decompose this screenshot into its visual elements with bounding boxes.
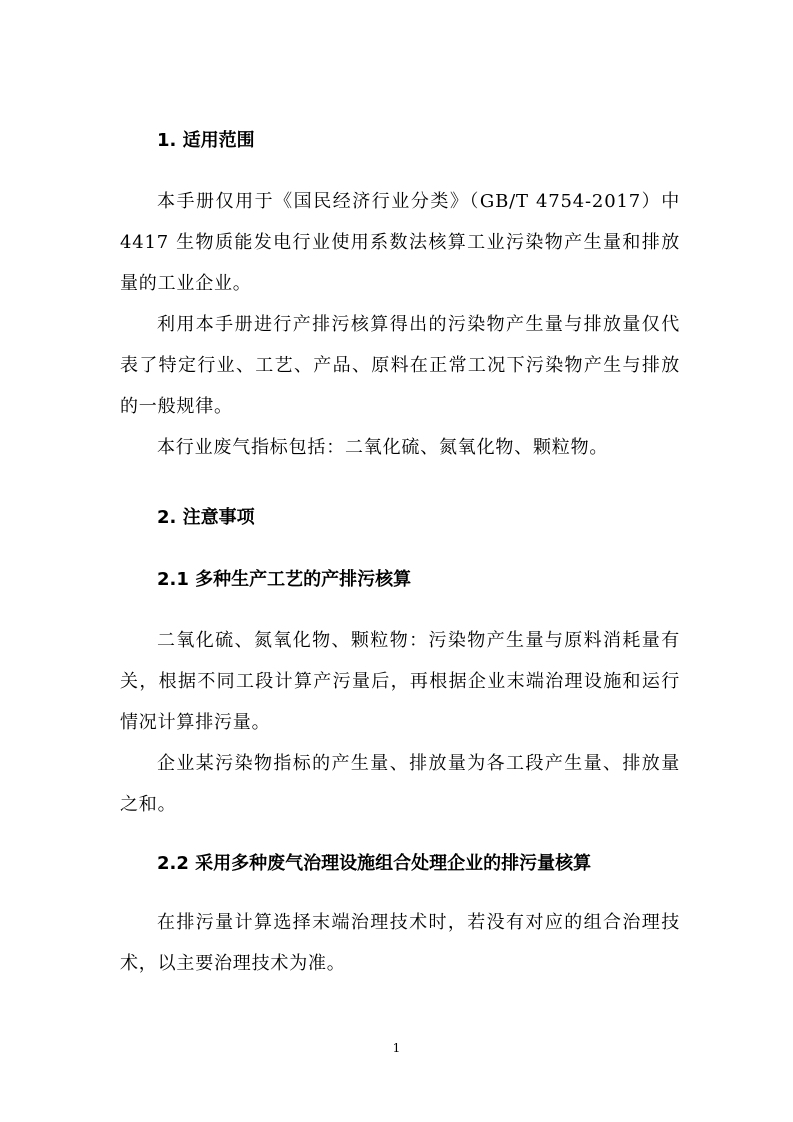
section-heading-scope: 1. 适用范围 (157, 130, 255, 151)
paragraph-scope-2: 利用本手册进行产排污核算得出的污染物产生量与排放量仅代表了特定行业、工艺、产品、原料在正常工况下污染物产生与排放的一般规律。 (120, 314, 680, 417)
section-2-1-body (120, 620, 680, 825)
section-heading-notes: 2. 注意事项 (157, 507, 255, 528)
section-1-body (120, 181, 680, 468)
paragraph-2-1-1: 二氧化硫、氮氧化物、颗粒物：污染物产生量与原料消耗量有关，根据不同工段计算产污量后，再根据企业末端治理设施和运行情况计算排污量。 (120, 630, 680, 733)
section-heading-2-1: 2.1 多种生产工艺的产排污核算 (157, 569, 412, 590)
paragraph-scope-3: 本行业废气指标包括：二氧化硫、氮氧化物、颗粒物。 (157, 437, 609, 458)
section-1 (120, 129, 680, 153)
section-heading-2-2: 2.2 采用多种废气治理设施组合处理企业的排污量核算 (157, 853, 592, 874)
section-2 (120, 506, 680, 530)
section-2-2-body (120, 902, 680, 984)
page-number: 1 (392, 1041, 401, 1055)
paragraph-scope-1: 本手册仅用于《国民经济行业分类》（GB/T 4754-2017）中 4417 生物质能发电行业使用系数法核算工业污染物产生量和排放量的工业企业。 (120, 191, 680, 294)
paragraph-2-1-2: 企业某污染物指标的产生量、排放量为各工段产生量、排放量之和。 (120, 753, 680, 815)
section-2-2 (120, 852, 680, 876)
paragraph-2-2-1: 在排污量计算选择末端治理技术时，若没有对应的组合治理技术，以主要治理技术为准。 (120, 912, 680, 974)
section-2-1 (120, 568, 680, 592)
